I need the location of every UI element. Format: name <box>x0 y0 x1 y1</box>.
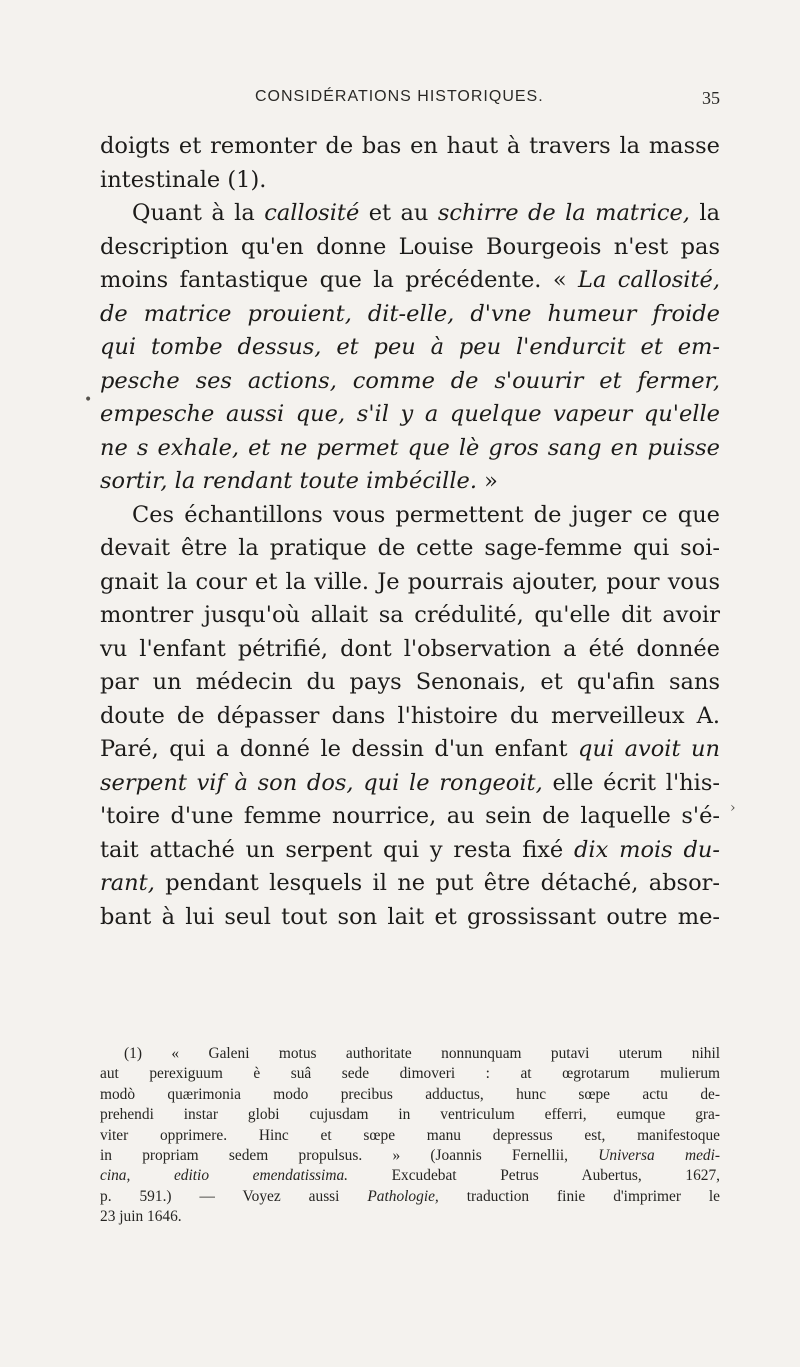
body-line: doigts et remonter de bas en haut à travers la masse <box>100 133 720 159</box>
body-line: devait être la pratique de cette sage-femme qui soi- <box>100 535 720 561</box>
body-segment: elle écrit l'his- <box>542 769 720 796</box>
body-line <box>100 834 720 868</box>
body-line: intestinale (1). <box>100 166 267 193</box>
footnote-italic-segment: Pathologie, <box>367 1187 439 1205</box>
footnote-italic-segment: cina, editio emendatissima. <box>100 1167 348 1185</box>
body-italic-segment: pesche ses actions, comme de s'ouurir et fermer, <box>100 367 720 394</box>
body-line: bant à lui seul tout son lait et grossissant outre me- <box>100 903 720 930</box>
body-line <box>100 867 720 901</box>
page-number: 35 <box>702 88 720 108</box>
body-line <box>100 197 720 231</box>
page-header <box>100 88 720 112</box>
body-line: par un médecin du pays Senonais, et qu'afin sans <box>100 669 720 695</box>
body-line <box>100 465 720 499</box>
body-line <box>100 767 720 801</box>
body-italic-segment: serpent vif à son dos, qui le rongeoit, <box>100 769 543 796</box>
body-line <box>100 331 720 365</box>
footnote-line: 23 juin 1646. <box>100 1208 182 1226</box>
body-line: montrer jusqu'où allait sa crédulité, qu'elle dit avoir <box>100 602 720 628</box>
running-head: CONSIDÉRATIONS HISTORIQUES. <box>255 88 544 105</box>
body-line <box>100 264 720 298</box>
body-italic-segment: ne s exhale, et ne permet que lè gros sang en puisse <box>100 434 720 461</box>
body-line: gnait la cour et la ville. Je pourrais ajouter, pour vous <box>100 568 720 595</box>
body-italic-segment: La callosité, <box>578 267 720 293</box>
footnote-segment: Excudebat Petrus Aubertus, 1627, <box>348 1167 721 1185</box>
margin-mark: › <box>730 800 736 816</box>
body-line: doute de dépasser dans l'histoire du merveilleux A. <box>100 702 720 729</box>
footnote-block <box>100 1044 720 1228</box>
body-italic-segment: dix mois du- <box>574 836 721 863</box>
footnote-segment: traduction finie d'imprimer le <box>438 1187 720 1205</box>
footnote-line: aut perexiguum è suâ sede dimoveri : at œgrotarum mulierum <box>100 1065 720 1083</box>
footnote-line: viter opprimere. Hinc et sœpe manu depressus est, manifestoque <box>100 1126 720 1144</box>
footnote-italic-segment: Universa medi- <box>598 1146 720 1164</box>
footnote-line: prehendi instar globi cujusdam in ventriculum efferri, eumque gra- <box>100 1106 720 1124</box>
body-line: vu l'enfant pétrifié, dont l'observation a été donnée <box>100 635 720 662</box>
body-italic-segment: qui avoit un <box>578 736 720 762</box>
footnote-line <box>100 1166 720 1186</box>
body-line: Ces échantillons vous permettent de juger ce que <box>132 501 720 528</box>
body-segment: Paré, qui a donné le dessin d'un enfant <box>100 736 579 762</box>
footnote-line <box>100 1187 720 1207</box>
body-line <box>100 398 720 432</box>
body-line: description qu'en donne Louise Bourgeois n'est pas <box>100 233 720 260</box>
body-italic-segment: qui tombe dessus, et peu à peu l'endurcit et em- <box>100 334 720 360</box>
footnote-segment: in propriam sedem propulsus. » (Joannis Fernellii, <box>100 1146 599 1164</box>
body-italic-segment: sortir, la rendant toute imbécille. <box>100 468 477 494</box>
body-text <box>100 130 720 934</box>
body-italic-segment: schirre de la matrice, <box>437 200 690 226</box>
footnote-line: modò quærimonia modo precibus adductus, hunc sœpe actu de- <box>100 1085 720 1103</box>
body-segment: la <box>689 200 720 226</box>
body-segment: tait attaché un serpent qui y resta fixé <box>100 836 575 863</box>
body-italic-segment: empesche aussi que, s'il y a quelque vapeur qu'elle <box>100 401 720 427</box>
body-segment: et au <box>359 200 438 226</box>
body-segment: » <box>477 468 498 494</box>
body-line <box>100 432 720 466</box>
body-line <box>100 365 720 399</box>
body-segment: pendant lesquels il ne put être détaché, absor- <box>154 870 720 896</box>
body-italic-segment: callosité <box>264 200 360 226</box>
body-italic-segment: rant, <box>100 870 155 896</box>
footnote-line: (1) « Galeni motus authoritate nonnunquam putavi uterum nihil <box>124 1045 720 1062</box>
body-segment: moins fantastique que la précédente. « <box>100 267 579 293</box>
body-line <box>100 298 720 332</box>
body-italic-segment: de matrice prouient, dit-elle, d'vne humeur froide <box>100 300 720 327</box>
footnote-segment: p. 591.) — Voyez aussi <box>100 1187 368 1205</box>
footnote-line <box>100 1146 720 1166</box>
body-segment: Quant à la <box>132 200 265 226</box>
body-line <box>100 733 720 767</box>
margin-mark: • <box>84 392 93 408</box>
body-line: 'toire d'une femme nourrice, au sein de laquelle s'é- <box>100 803 720 829</box>
